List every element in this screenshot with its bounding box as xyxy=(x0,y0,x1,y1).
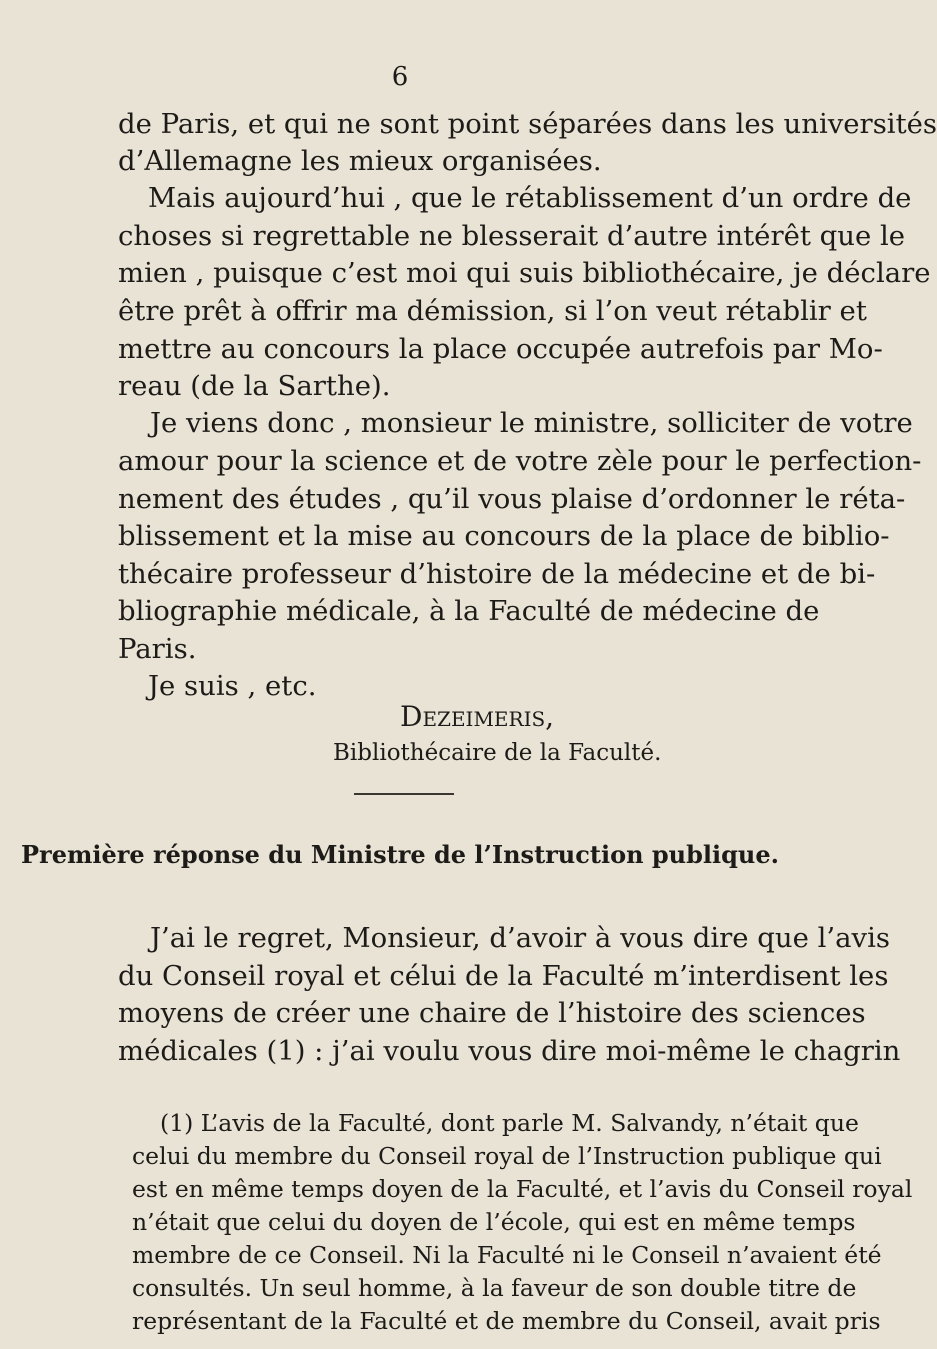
footnote-line: représentant de la Faculté et de membre du Conseil, avait pris xyxy=(132,1307,881,1335)
body-line: de Paris, et qui ne sont point séparées dans les universités xyxy=(118,108,937,140)
body-line: mien , puisque c’est moi qui suis bibliothécaire, je déclare xyxy=(118,257,931,289)
footnote-line: celui du membre du Conseil royal de l’Instruction publique qui xyxy=(132,1142,882,1170)
reply-line: J’ai le regret, Monsieur, d’avoir à vous dire que l’avis xyxy=(150,922,890,954)
body-line: reau (de la Sarthe). xyxy=(118,370,391,402)
footnote-line: (1) L’avis de la Faculté, dont parle M. Salvandy, n’était que xyxy=(160,1109,859,1137)
body-line: Mais aujourd’hui , que le rétablissement d’un ordre de xyxy=(148,182,912,214)
footnote-line: consultés. Un seul homme, à la faveur de son double titre de xyxy=(132,1274,857,1302)
body-line: bliographie médicale, à la Faculté de médecine de xyxy=(118,595,820,627)
closing-line: Je suis , etc. xyxy=(148,670,317,702)
page-number: 6 xyxy=(391,62,409,92)
reply-line: moyens de créer une chaire de l’histoire des sciences xyxy=(118,997,866,1029)
body-line: Paris. xyxy=(118,633,197,665)
body-line: nement des études , qu’il vous plaise d’ordonner le réta- xyxy=(118,483,906,515)
footnote-line: est en même temps doyen de la Faculté, et l’avis du Conseil royal xyxy=(132,1175,913,1203)
body-line: être prêt à offrir ma démission, si l’on veut rétablir et xyxy=(118,295,867,327)
signature-name: Dezeimeris, xyxy=(400,700,555,733)
body-line: amour pour la science et de votre zèle pour le perfection- xyxy=(118,445,922,477)
reply-line: du Conseil royal et célui de la Faculté m’interdisent les xyxy=(118,960,889,992)
body-line: mettre au concours la place occupée autrefois par Mo- xyxy=(118,333,883,365)
signature-title: Bibliothécaire de la Faculté. xyxy=(333,740,662,766)
body-line: Je viens donc , monsieur le ministre, solliciter de votre xyxy=(150,407,913,439)
footnote-line: membre de ce Conseil. Ni la Faculté ni le Conseil n’avaient été xyxy=(132,1241,882,1269)
body-line: blissement et la mise au concours de la place de biblio- xyxy=(118,520,890,552)
reply-line: médicales (1) : j’ai voulu vous dire moi-même le chagrin xyxy=(118,1035,901,1067)
section-heading: Première réponse du Ministre de l’Instruction publique. xyxy=(21,840,779,869)
body-line: d’Allemagne les mieux organisées. xyxy=(118,145,602,177)
body-line: choses si regrettable ne blesserait d’autre intérêt que le xyxy=(118,220,906,252)
section-divider xyxy=(354,793,454,795)
footnote-line: n’était que celui du doyen de l’école, qui est en même temps xyxy=(132,1208,856,1236)
body-line: thécaire professeur d’histoire de la médecine et de bi- xyxy=(118,558,876,590)
